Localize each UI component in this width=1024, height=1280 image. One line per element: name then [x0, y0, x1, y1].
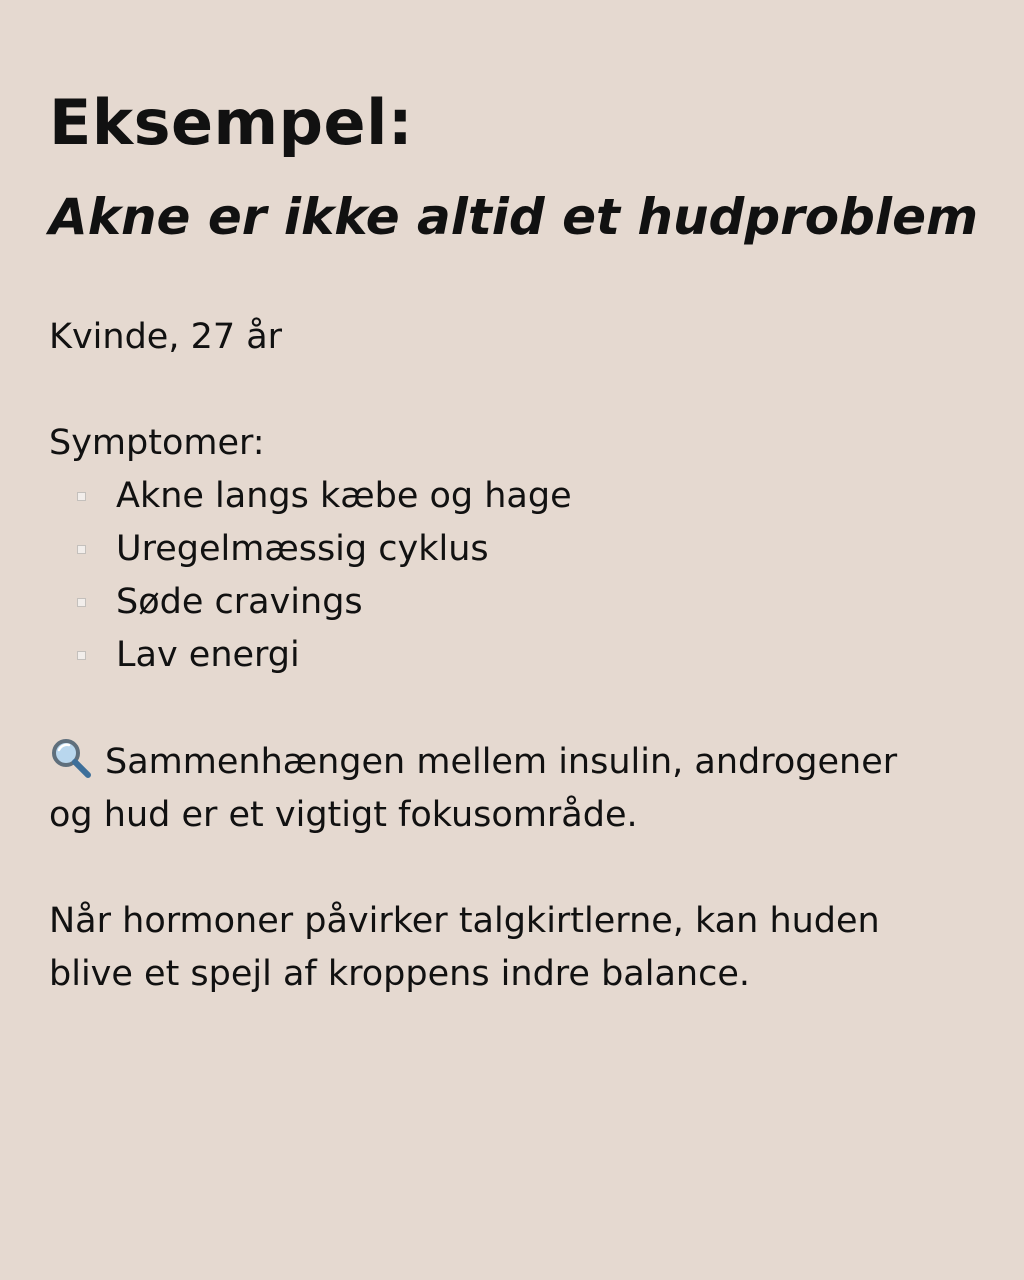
page-title: Eksempel: — [49, 86, 414, 159]
closing-paragraph — [49, 895, 880, 1001]
square-bullet-icon — [77, 598, 86, 607]
magnifying-glass-icon — [49, 736, 93, 780]
case-profile: Kvinde, 27 år — [49, 317, 283, 357]
closing-line-2: blive et spejl af kroppens indre balance. — [49, 954, 751, 994]
symptoms-heading: Symptomer: — [49, 423, 265, 463]
insight-line-1: Sammenhængen mellem insulin, androgener — [105, 742, 898, 782]
content-card — [49, 0, 989, 1280]
square-bullet-icon — [77, 651, 86, 660]
square-bullet-icon — [77, 492, 86, 501]
symptom-label: Uregelmæssig cyklus — [116, 529, 489, 569]
symptom-label: Søde cravings — [116, 582, 363, 622]
symptom-label: Akne langs kæbe og hage — [116, 476, 572, 516]
insight-paragraph — [49, 736, 897, 842]
closing-line-1: Når hormoner påvirker talgkirtlerne, kan huden — [49, 901, 880, 941]
square-bullet-icon — [77, 545, 86, 554]
insight-line-2: og hud er et vigtigt fokusområde. — [49, 795, 638, 835]
symptom-label: Lav energi — [116, 635, 300, 675]
page-subtitle: Akne er ikke altid et hudproblem — [49, 188, 979, 246]
